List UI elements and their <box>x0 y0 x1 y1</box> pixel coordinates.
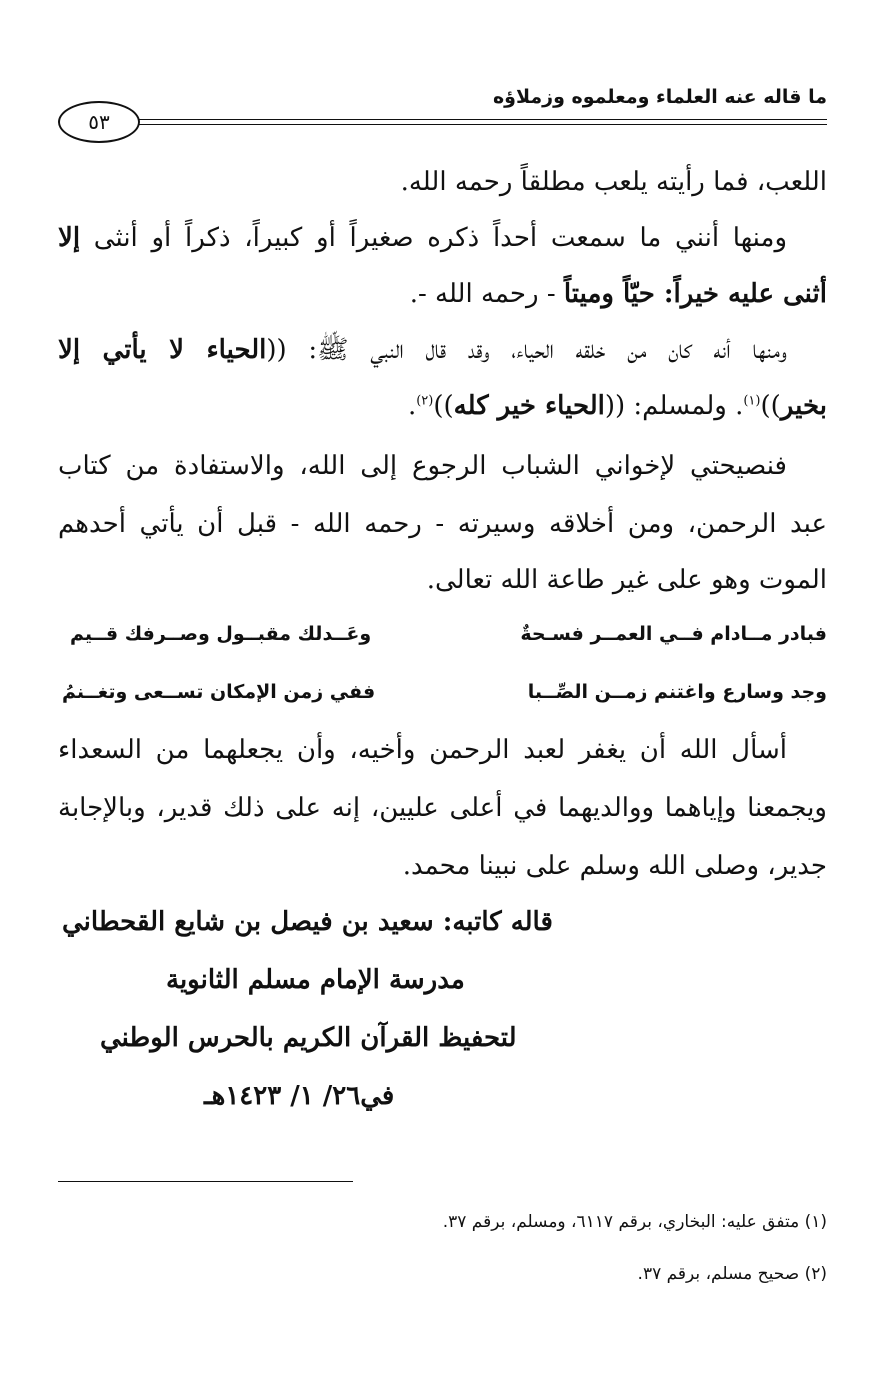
body-line-7: عبد الرحمن، ومن أخلاقه وسيرته - رحمه الله - قبل أن يأتي أحدهم <box>58 509 827 539</box>
body-line-3 <box>58 274 827 314</box>
body-line-5 <box>58 386 827 426</box>
body-text: . <box>407 391 417 421</box>
body-line-9: أسأل الله أن يغفر لعبد الرحمن وأخيه، وأن يجعلهما من السعداء <box>58 735 787 765</box>
footnote-ref-2: (٢) <box>416 393 434 409</box>
body-text: - رحمه الله -. <box>409 279 556 309</box>
page-number: ٥٣ <box>88 110 110 134</box>
poem-verse-2-second-half: ففي زمن الإمكان تســعى وتغــنمُ <box>62 681 376 703</box>
running-header-title: ما قاله عنه العلماء ومعلموه وزملاؤه <box>492 86 827 108</box>
body-line-8: الموت وهو على غير طاعة الله تعالى. <box>426 565 827 595</box>
body-text: ومنها أنني ما سمعت أحداً ذكره صغيراً أو كبيراً، ذكراً أو أنثى <box>93 223 788 253</box>
poem-verse-2-first-half: وجد وسارع واغتنم زمــن الصِّــبا <box>527 681 827 703</box>
poem-verse-1-first-half: فبادر مــادام فــي العمــر فسـحةٌ <box>520 623 827 645</box>
hadith-quote: الحياء لا يأتي إلا <box>58 335 267 365</box>
header-rule-bottom <box>138 124 827 125</box>
signature-school: مدرسة الإمام مسلم الثانوية <box>166 965 465 995</box>
body-line-6: فنصيحتي لإخواني الشباب الرجوع إلى الله، والاستفادة من كتاب <box>58 451 787 481</box>
body-line-10: ويجمعنا وإياهما ووالديهما في أعلى عليين، إنه على ذلك قدير، وبالإجابة <box>58 793 827 823</box>
body-line-11: جدير، وصلى الله وسلم على نبينا محمد. <box>402 851 827 881</box>
footnote-separator <box>58 1181 353 1182</box>
body-text: )) <box>760 391 781 421</box>
page-number-badge <box>58 101 140 143</box>
hadith-quote: الحياء خير كله <box>453 391 605 421</box>
footnote-1: (١) متفق عليه: البخاري، برقم ٦١١٧، ومسلم، برقم ٣٧. <box>442 1212 827 1232</box>
body-bold-text: إلا <box>58 223 81 253</box>
body-line-2 <box>58 218 827 258</box>
signature-school-detail: لتحفيظ القرآن الكريم بالحرس الوطني <box>100 1023 517 1053</box>
footnote-ref-1: (١) <box>743 393 761 409</box>
header-rule-top <box>138 119 827 120</box>
body-line-1: اللعب، فما رأيته يلعب مطلقاً رحمه الله. <box>400 167 827 197</box>
body-text: ومنها أنه كان من خلقه الحياء، وقد قال النبي ﷺ: (( <box>266 335 787 365</box>
hadith-quote: بخير <box>780 391 827 421</box>
signature-date: في٢٦/ ١/ ١٤٢٣هـ <box>204 1081 395 1111</box>
poem-verse-1-second-half: وعَــدلك مقبــول وصــرفك قــيم <box>70 623 372 645</box>
signature-author: قاله كاتبه: سعيد بن فيصل بن شايع القحطاني <box>62 907 553 937</box>
body-line-4 <box>58 330 827 370</box>
body-text: . ولمسلم: (( <box>604 391 744 421</box>
body-text: )) <box>433 391 454 421</box>
body-bold-text: أثنى عليه خيراً: حيّاً وميتاً <box>563 279 827 309</box>
footnote-2: (٢) صحيح مسلم، برقم ٣٧. <box>637 1264 827 1284</box>
